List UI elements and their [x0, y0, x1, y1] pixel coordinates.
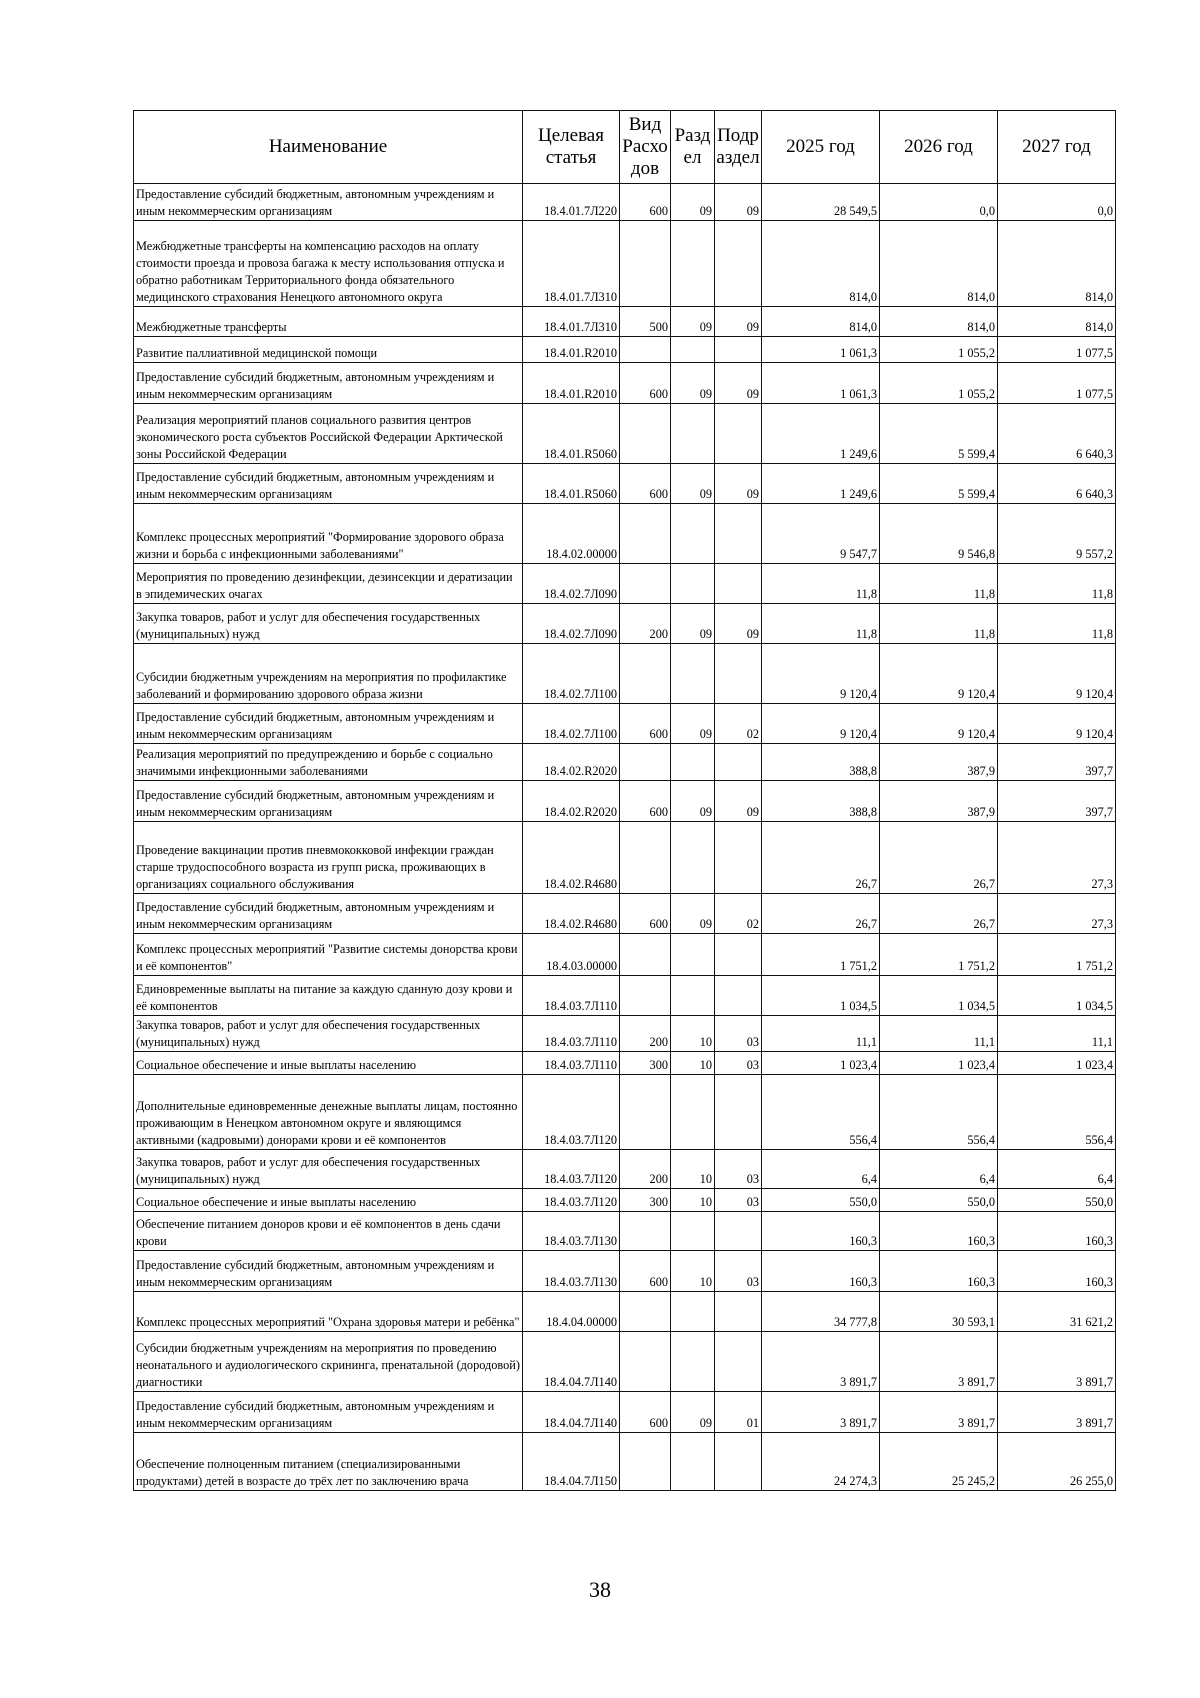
row-name: Предоставление субсидий бюджетным, автономным учреждениям и иным некоммерческим организациям [134, 184, 523, 221]
row-section [671, 504, 715, 564]
row-section [671, 934, 715, 976]
row-expense-kind [620, 221, 671, 307]
row-expense-kind: 600 [620, 704, 671, 744]
row-amount-2026: 387,9 [880, 781, 998, 822]
row-subsection [715, 337, 762, 363]
row-name: Предоставление субсидий бюджетным, автономным учреждениям и иным некоммерческим организациям [134, 894, 523, 934]
row-amount-2027: 27,3 [998, 822, 1116, 894]
row-amount-2025: 814,0 [762, 221, 880, 307]
row-name: Закупка товаров, работ и услуг для обеспечения государственных (муниципальных) нужд [134, 1150, 523, 1189]
row-amount-2027: 3 891,7 [998, 1392, 1116, 1433]
row-expense-kind [620, 1212, 671, 1251]
row-amount-2027: 397,7 [998, 781, 1116, 822]
row-amount-2025: 9 120,4 [762, 704, 880, 744]
row-section: 10 [671, 1016, 715, 1052]
row-expense-kind: 200 [620, 1150, 671, 1189]
row-expense-kind: 600 [620, 184, 671, 221]
row-amount-2027: 6 640,3 [998, 464, 1116, 504]
row-amount-2026: 9 120,4 [880, 704, 998, 744]
row-expense-kind: 600 [620, 894, 671, 934]
row-target-article: 18.4.02.7Л090 [523, 604, 620, 644]
row-section: 09 [671, 894, 715, 934]
row-amount-2026: 0,0 [880, 184, 998, 221]
row-amount-2025: 24 274,3 [762, 1433, 880, 1491]
row-amount-2025: 160,3 [762, 1212, 880, 1251]
row-section [671, 744, 715, 781]
row-subsection [715, 504, 762, 564]
table-row [134, 363, 1116, 404]
row-section: 10 [671, 1052, 715, 1075]
row-subsection: 09 [715, 307, 762, 337]
row-target-article: 18.4.02.7Л100 [523, 704, 620, 744]
row-subsection: 03 [715, 1251, 762, 1292]
row-amount-2027: 1 023,4 [998, 1052, 1116, 1075]
header-expense-kind: Вид Расхо дов [620, 111, 671, 184]
row-target-article: 18.4.01.R5060 [523, 404, 620, 464]
row-amount-2026: 3 891,7 [880, 1392, 998, 1433]
row-expense-kind: 500 [620, 307, 671, 337]
row-target-article: 18.4.03.7Л110 [523, 1016, 620, 1052]
row-amount-2026: 25 245,2 [880, 1433, 998, 1491]
row-target-article: 18.4.01.R5060 [523, 464, 620, 504]
row-amount-2027: 814,0 [998, 221, 1116, 307]
row-section: 10 [671, 1251, 715, 1292]
table-row [134, 1150, 1116, 1189]
row-name: Субсидии бюджетным учреждениям на мероприятия по проведению неонатального и аудиологического скрининга, пренатальной (дородовой) диагностики [134, 1332, 523, 1392]
row-amount-2025: 160,3 [762, 1251, 880, 1292]
row-amount-2025: 814,0 [762, 307, 880, 337]
row-target-article: 18.4.03.7Л120 [523, 1075, 620, 1150]
row-subsection: 02 [715, 894, 762, 934]
row-name: Обеспечение питанием доноров крови и её компонентов в день сдачи крови [134, 1212, 523, 1251]
row-amount-2027: 6 640,3 [998, 404, 1116, 464]
row-target-article: 18.4.01.7Л310 [523, 221, 620, 307]
row-amount-2026: 160,3 [880, 1251, 998, 1292]
row-subsection: 03 [715, 1052, 762, 1075]
row-name: Предоставление субсидий бюджетным, автономным учреждениям и иным некоммерческим организациям [134, 464, 523, 504]
row-subsection [715, 1332, 762, 1392]
row-amount-2027: 6,4 [998, 1150, 1116, 1189]
row-amount-2025: 3 891,7 [762, 1332, 880, 1392]
row-name: Проведение вакцинации против пневмококковой инфекции граждан старше трудоспособного возраста из групп риска, проживающих в организациях социального обслуживания [134, 822, 523, 894]
table-row [134, 1292, 1116, 1332]
row-amount-2025: 1 023,4 [762, 1052, 880, 1075]
row-amount-2025: 1 249,6 [762, 404, 880, 464]
row-section [671, 221, 715, 307]
row-section: 09 [671, 464, 715, 504]
row-expense-kind [620, 644, 671, 704]
row-subsection: 09 [715, 363, 762, 404]
row-amount-2025: 1 061,3 [762, 363, 880, 404]
table-row [134, 221, 1116, 307]
row-target-article: 18.4.02.R2020 [523, 781, 620, 822]
row-amount-2027: 3 891,7 [998, 1332, 1116, 1392]
row-expense-kind [620, 1075, 671, 1150]
row-expense-kind: 300 [620, 1052, 671, 1075]
table-row [134, 307, 1116, 337]
row-amount-2025: 550,0 [762, 1189, 880, 1212]
row-expense-kind: 600 [620, 1251, 671, 1292]
table-row [134, 822, 1116, 894]
row-amount-2026: 387,9 [880, 744, 998, 781]
row-amount-2026: 6,4 [880, 1150, 998, 1189]
row-expense-kind: 200 [620, 604, 671, 644]
row-name: Развитие паллиативной медицинской помощи [134, 337, 523, 363]
row-amount-2025: 9 120,4 [762, 644, 880, 704]
row-subsection [715, 976, 762, 1016]
table-row [134, 1392, 1116, 1433]
row-subsection: 09 [715, 464, 762, 504]
table-row [134, 604, 1116, 644]
row-amount-2027: 27,3 [998, 894, 1116, 934]
row-expense-kind [620, 1292, 671, 1332]
row-section: 09 [671, 604, 715, 644]
row-section [671, 1075, 715, 1150]
row-amount-2026: 26,7 [880, 894, 998, 934]
header-target-article: Целевая статья [523, 111, 620, 184]
row-subsection: 02 [715, 704, 762, 744]
row-target-article: 18.4.04.00000 [523, 1292, 620, 1332]
row-expense-kind [620, 404, 671, 464]
row-amount-2027: 160,3 [998, 1212, 1116, 1251]
row-target-article: 18.4.03.7Л130 [523, 1212, 620, 1251]
row-amount-2027: 9 120,4 [998, 704, 1116, 744]
table-row [134, 1332, 1116, 1392]
row-expense-kind [620, 1433, 671, 1491]
row-name: Предоставление субсидий бюджетным, автономным учреждениям и иным некоммерческим организациям [134, 704, 523, 744]
budget-table [133, 110, 1116, 1491]
row-amount-2027: 0,0 [998, 184, 1116, 221]
row-section: 09 [671, 184, 715, 221]
row-amount-2027: 160,3 [998, 1251, 1116, 1292]
row-amount-2026: 550,0 [880, 1189, 998, 1212]
row-amount-2025: 1 751,2 [762, 934, 880, 976]
row-amount-2026: 9 546,8 [880, 504, 998, 564]
row-amount-2026: 11,8 [880, 564, 998, 604]
table-row [134, 464, 1116, 504]
row-name: Комплекс процессных мероприятий "Охрана здоровья матери и ребёнка" [134, 1292, 523, 1332]
table-header-row [134, 111, 1116, 184]
table-row [134, 504, 1116, 564]
table-row [134, 1189, 1116, 1212]
row-amount-2027: 11,8 [998, 604, 1116, 644]
row-target-article: 18.4.04.7Л140 [523, 1332, 620, 1392]
row-amount-2026: 814,0 [880, 221, 998, 307]
row-name: Дополнительные единовременные денежные выплаты лицам, постоянно проживающим в Ненецком автономном округе и являющимся активными (кадровыми) донорами крови и её компонентов [134, 1075, 523, 1150]
row-section [671, 1332, 715, 1392]
row-target-article: 18.4.03.7Л130 [523, 1251, 620, 1292]
row-amount-2027: 26 255,0 [998, 1433, 1116, 1491]
table-row [134, 744, 1116, 781]
row-subsection [715, 1292, 762, 1332]
row-section [671, 1292, 715, 1332]
table-row [134, 404, 1116, 464]
row-subsection: 09 [715, 604, 762, 644]
row-subsection: 03 [715, 1016, 762, 1052]
row-amount-2026: 556,4 [880, 1075, 998, 1150]
row-amount-2027: 556,4 [998, 1075, 1116, 1150]
header-subsection: Подр аздел [715, 111, 762, 184]
row-amount-2025: 11,8 [762, 564, 880, 604]
table-row [134, 337, 1116, 363]
row-subsection: 09 [715, 184, 762, 221]
row-subsection: 03 [715, 1189, 762, 1212]
table-row [134, 644, 1116, 704]
row-name: Социальное обеспечение и иные выплаты населению [134, 1189, 523, 1212]
row-amount-2026: 160,3 [880, 1212, 998, 1251]
row-amount-2026: 5 599,4 [880, 404, 998, 464]
row-section [671, 644, 715, 704]
table-row [134, 1433, 1116, 1491]
row-expense-kind [620, 934, 671, 976]
row-amount-2026: 11,8 [880, 604, 998, 644]
row-subsection [715, 822, 762, 894]
row-section: 10 [671, 1189, 715, 1212]
row-expense-kind: 300 [620, 1189, 671, 1212]
row-amount-2027: 9 557,2 [998, 504, 1116, 564]
table-row [134, 934, 1116, 976]
row-amount-2027: 1 034,5 [998, 976, 1116, 1016]
row-target-article: 18.4.03.7Л110 [523, 1052, 620, 1075]
row-amount-2026: 1 034,5 [880, 976, 998, 1016]
row-amount-2026: 1 055,2 [880, 363, 998, 404]
table-row [134, 564, 1116, 604]
row-amount-2027: 31 621,2 [998, 1292, 1116, 1332]
row-subsection [715, 221, 762, 307]
row-amount-2025: 11,8 [762, 604, 880, 644]
row-target-article: 18.4.02.7Л100 [523, 644, 620, 704]
row-subsection [715, 1212, 762, 1251]
row-amount-2026: 30 593,1 [880, 1292, 998, 1332]
row-target-article: 18.4.03.7Л120 [523, 1150, 620, 1189]
table-row [134, 976, 1116, 1016]
row-section: 09 [671, 363, 715, 404]
row-name: Предоставление субсидий бюджетным, автономным учреждениям и иным некоммерческим организациям [134, 363, 523, 404]
row-target-article: 18.4.01.R2010 [523, 363, 620, 404]
row-section [671, 1433, 715, 1491]
table-row [134, 1212, 1116, 1251]
row-amount-2027: 1 077,5 [998, 363, 1116, 404]
row-name: Предоставление субсидий бюджетным, автономным учреждениям и иным некоммерческим организациям [134, 1392, 523, 1433]
row-amount-2025: 6,4 [762, 1150, 880, 1189]
row-subsection [715, 644, 762, 704]
table-row [134, 1075, 1116, 1150]
row-subsection [715, 1433, 762, 1491]
header-year-2027: 2027 год [998, 111, 1116, 184]
row-name: Обеспечение полноценным питанием (специализированными продуктами) детей в возрасте до трёх лет по заключению врача [134, 1433, 523, 1491]
row-subsection [715, 564, 762, 604]
row-amount-2026: 11,1 [880, 1016, 998, 1052]
row-amount-2027: 11,1 [998, 1016, 1116, 1052]
row-target-article: 18.4.02.00000 [523, 504, 620, 564]
row-amount-2025: 26,7 [762, 822, 880, 894]
row-name: Закупка товаров, работ и услуг для обеспечения государственных (муниципальных) нужд [134, 604, 523, 644]
row-target-article: 18.4.02.7Л090 [523, 564, 620, 604]
row-target-article: 18.4.02.R4680 [523, 894, 620, 934]
row-expense-kind: 600 [620, 464, 671, 504]
row-subsection [715, 744, 762, 781]
table-row [134, 1016, 1116, 1052]
row-expense-kind [620, 976, 671, 1016]
table-row [134, 781, 1116, 822]
row-amount-2026: 5 599,4 [880, 464, 998, 504]
row-expense-kind: 600 [620, 363, 671, 404]
row-name: Единовременные выплаты на питание за каждую сданную дозу крови и её компонентов [134, 976, 523, 1016]
row-subsection: 09 [715, 781, 762, 822]
row-amount-2027: 11,8 [998, 564, 1116, 604]
row-name: Комплекс процессных мероприятий "Формирование здорового образа жизни и борьба с инфекционными заболеваниями" [134, 504, 523, 564]
row-target-article: 18.4.02.R4680 [523, 822, 620, 894]
row-section [671, 822, 715, 894]
row-amount-2025: 9 547,7 [762, 504, 880, 564]
row-amount-2026: 1 023,4 [880, 1052, 998, 1075]
row-section: 09 [671, 307, 715, 337]
row-amount-2025: 388,8 [762, 744, 880, 781]
row-amount-2025: 1 249,6 [762, 464, 880, 504]
row-expense-kind [620, 564, 671, 604]
row-amount-2027: 1 751,2 [998, 934, 1116, 976]
row-target-article: 18.4.04.7Л140 [523, 1392, 620, 1433]
row-amount-2025: 3 891,7 [762, 1392, 880, 1433]
row-name: Субсидии бюджетным учреждениям на мероприятия по профилактике заболеваний и формированию здорового образа жизни [134, 644, 523, 704]
row-section: 09 [671, 704, 715, 744]
row-section [671, 564, 715, 604]
table-row [134, 1251, 1116, 1292]
table-row [134, 184, 1116, 221]
row-target-article: 18.4.01.7Л220 [523, 184, 620, 221]
row-name: Комплекс процессных мероприятий "Развитие системы донорства крови и её компонентов" [134, 934, 523, 976]
row-amount-2025: 28 549,5 [762, 184, 880, 221]
row-name: Закупка товаров, работ и услуг для обеспечения государственных (муниципальных) нужд [134, 1016, 523, 1052]
row-amount-2025: 34 777,8 [762, 1292, 880, 1332]
row-amount-2026: 814,0 [880, 307, 998, 337]
row-subsection [715, 934, 762, 976]
row-name: Мероприятия по проведению дезинфекции, дезинсекции и дератизации в эпидемических очагах [134, 564, 523, 604]
row-subsection [715, 1075, 762, 1150]
row-target-article: 18.4.04.7Л150 [523, 1433, 620, 1491]
row-section [671, 404, 715, 464]
row-amount-2026: 3 891,7 [880, 1332, 998, 1392]
row-section: 09 [671, 1392, 715, 1433]
row-amount-2025: 556,4 [762, 1075, 880, 1150]
row-name: Предоставление субсидий бюджетным, автономным учреждениям и иным некоммерческим организациям [134, 781, 523, 822]
table-row [134, 894, 1116, 934]
row-section [671, 337, 715, 363]
row-expense-kind: 600 [620, 1392, 671, 1433]
row-target-article: 18.4.03.00000 [523, 934, 620, 976]
row-section: 10 [671, 1150, 715, 1189]
header-year-2026: 2026 год [880, 111, 998, 184]
row-amount-2027: 397,7 [998, 744, 1116, 781]
row-expense-kind: 200 [620, 1016, 671, 1052]
row-section [671, 1212, 715, 1251]
row-amount-2025: 1 034,5 [762, 976, 880, 1016]
row-amount-2027: 814,0 [998, 307, 1116, 337]
page-number: 38 [589, 1577, 611, 1602]
table-row [134, 1052, 1116, 1075]
row-subsection [715, 404, 762, 464]
row-amount-2026: 9 120,4 [880, 644, 998, 704]
row-amount-2027: 1 077,5 [998, 337, 1116, 363]
row-subsection: 03 [715, 1150, 762, 1189]
row-amount-2025: 1 061,3 [762, 337, 880, 363]
row-target-article: 18.4.03.7Л120 [523, 1189, 620, 1212]
row-target-article: 18.4.01.7Л310 [523, 307, 620, 337]
row-name: Реализация мероприятий планов социального развития центров экономического роста субъектов Российской Федерации Арктической зоны Российской Федерации [134, 404, 523, 464]
row-expense-kind [620, 744, 671, 781]
row-amount-2026: 26,7 [880, 822, 998, 894]
row-section [671, 976, 715, 1016]
row-name: Предоставление субсидий бюджетным, автономным учреждениям и иным некоммерческим организациям [134, 1251, 523, 1292]
row-amount-2025: 388,8 [762, 781, 880, 822]
header-name: Наименование [134, 111, 523, 184]
row-amount-2027: 9 120,4 [998, 644, 1116, 704]
row-amount-2025: 11,1 [762, 1016, 880, 1052]
row-expense-kind [620, 822, 671, 894]
row-target-article: 18.4.03.7Л110 [523, 976, 620, 1016]
row-name: Реализация мероприятий по предупреждению и борьбе с социально значимыми инфекционными заболеваниями [134, 744, 523, 781]
header-year-2025: 2025 год [762, 111, 880, 184]
row-amount-2025: 26,7 [762, 894, 880, 934]
row-amount-2027: 550,0 [998, 1189, 1116, 1212]
row-expense-kind [620, 504, 671, 564]
row-expense-kind: 600 [620, 781, 671, 822]
row-target-article: 18.4.02.R2020 [523, 744, 620, 781]
row-section: 09 [671, 781, 715, 822]
row-expense-kind [620, 1332, 671, 1392]
row-name: Межбюджетные трансферты [134, 307, 523, 337]
row-subsection: 01 [715, 1392, 762, 1433]
row-expense-kind [620, 337, 671, 363]
row-amount-2026: 1 751,2 [880, 934, 998, 976]
header-section: Разд ел [671, 111, 715, 184]
row-target-article: 18.4.01.R2010 [523, 337, 620, 363]
table-row [134, 704, 1116, 744]
row-name: Межбюджетные трансферты на компенсацию расходов на оплату стоимости проезда и провоза багажа к месту использования отпуска и обратно работникам Территориального фонда обязательного медицинского страхования Ненецкого автономного округа [134, 221, 523, 307]
row-name: Социальное обеспечение и иные выплаты населению [134, 1052, 523, 1075]
row-amount-2026: 1 055,2 [880, 337, 998, 363]
